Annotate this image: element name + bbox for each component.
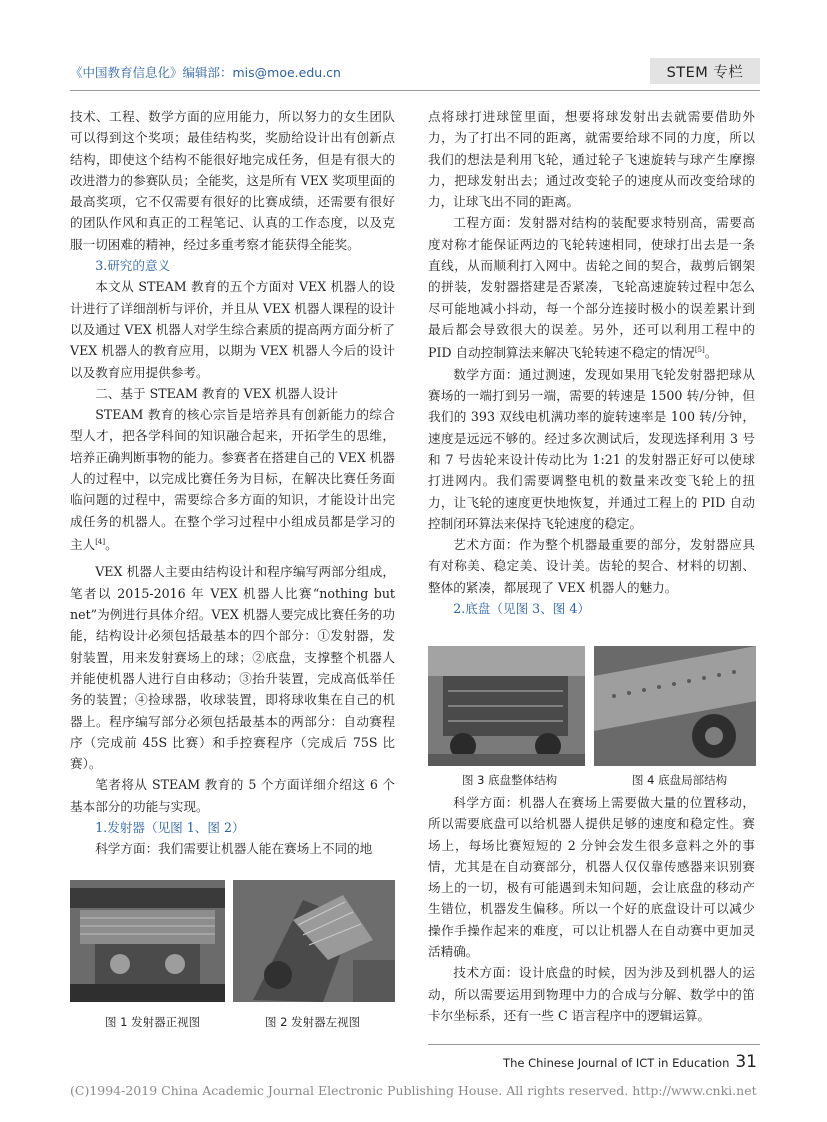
subsection-heading: 3.研究的意义 bbox=[95, 258, 171, 274]
paragraph: 技术、工程、数学方面的应用能力，所以努力的女生团队可以得到这个奖项；最佳结构奖，奖励给设计出有创新点结构，即使这个结构不能很好地完成任务，但是有很大的改进潜力的参赛队员；全能奖，这是所有 VEX 奖项里面的最高奖项，它不仅需要有很好的比赛成绩，还需要有很好的团队作风和真正的工程笔记、认真的工作态度，以及克服一切困难的精神，经过多重考察才能获得全能奖。 bbox=[70, 109, 395, 252]
paragraph: 点将球打进球筐里面，想要将球发射出去就需要借助外力，为了打出不同的距离，就需要给球不同的力度，所以我们的想法是利用飞轮，通过轮子飞速旋转与球产生摩擦力，把球发射出去；通过改变轮子的速度从而改变给球的力，让球飞出不同的距离。 bbox=[428, 109, 755, 210]
subsection-heading: 1.发射器（见图 1、图 2） bbox=[95, 819, 245, 835]
right-column-top bbox=[428, 106, 755, 619]
paragraph: 艺术方面：作为整个机器最重要的部分，发射器应具有对称美、稳定美、设计美。齿轮的契合、材料的切割、整体的紧凑，都展现了 VEX 机器人的魅力。 bbox=[428, 537, 755, 595]
figure-4-image bbox=[594, 646, 756, 766]
footer-rule bbox=[428, 1044, 760, 1045]
journal-title: The Chinese Journal of ICT in Education bbox=[503, 1056, 730, 1070]
figure-1-caption: 图 1 发射器正视图 bbox=[105, 1015, 201, 1029]
paragraph: 技术方面：设计底盘的时候，因为涉及到机器人的运动，所以需要运用到物理中力的合成与分解、数学中的笛卡尔坐标系，还有一些 C 语言程序中的逻辑运算。 bbox=[428, 965, 755, 1023]
paragraph-end: 。 bbox=[105, 537, 118, 553]
citation: [5] bbox=[694, 346, 705, 355]
header-rule bbox=[70, 90, 760, 91]
paragraph-text: 工程方面：发射器对结构的装配要求特别高，需要高度对称才能保证两边的飞轮转速相同，使球打出去是一条直线，从而顺利打入网中。齿轮之间的契合，裁剪后钢架的拼装，发射器搭建是否紧凑，飞轮高速旋转过程中怎么尽可能地减小抖动，每一个部分连接时极小的误差累计到最后都会导致很大的误差。另外，还可以利用工程中的 PID 自动控制算法来解决飞轮转速不稳定的情况 bbox=[428, 215, 755, 361]
paragraph: 科学方面：机器人在赛场上需要做大量的位置移动，所以需要底盘可以给机器人提供足够的速度和稳定性。赛场上，每场比赛短短的 2 分钟会发生很多意料之外的事情，尤其是在自动赛部分，机器人仅仅靠传感器来识别赛场上的一切，极有可能遇到未知问题，会让底盘的移动产生错位，机器发生偏移。所以一个好的底盘设计可以减少操作手操作起来的难度，可以让机器人在自动赛中更加灵活精确。 bbox=[428, 795, 755, 960]
header-column-tag: STEM 专栏 bbox=[650, 58, 760, 84]
paragraph: 笔者将从 STEAM 教育的 5 个方面详细介绍这 6 个基本部分的功能与实现。 bbox=[70, 777, 395, 814]
right-column-bottom bbox=[428, 792, 755, 1026]
figure-3-caption: 图 3 底盘整体结构 bbox=[462, 773, 558, 787]
journal-name bbox=[503, 1052, 757, 1072]
subsection-heading: 2.底盘（见图 3、图 4） bbox=[453, 601, 590, 617]
paragraph: VEX 机器人主要由结构设计和程序编写两部分组成，笔者以 2015-2016 年 VEX 机器人比赛“nothing but net”为例进行具体介绍。VEX 机器人要完成比赛任务的功能，结构设计必须包括最基本的四个部分：①发射器，发射装置，用来发射赛场上的球；②底盘，支撑整个机器人并能使机器人进行自由移动；③抬升装置，完成高低举任务的装置；④捡球器，收球装置，即将球收集在自己的机器上。程序编写部分必须包括最基本的两部分：自动赛程序（完成前 45S 比赛）和手控赛程序（完成后 75S 比赛）。 bbox=[70, 564, 395, 772]
citation: [4] bbox=[95, 537, 106, 546]
left-column bbox=[70, 106, 395, 860]
copyright-footer: (C)1994-2019 China Academic Journal Electronic Publishing House. All rights reserved. http://www.cnki.net bbox=[70, 1083, 757, 1098]
header-journal-email: 《中国教育信息化》编辑部：mis@moe.edu.cn bbox=[70, 65, 341, 80]
paragraph-end: 。 bbox=[704, 345, 718, 361]
paragraph bbox=[70, 404, 395, 555]
paragraph-text: STEAM 教育的核心宗旨是培养具有创新能力的综合型人才，把各学科间的知识融合起来，开拓学生的思维，培养正确判断事物的能力。参赛者在搭建自己的 VEX 机器人的过程中，以完成比赛任务为目标，在解决比赛任务面临问题的过程中，需要综合多方面的知识，才能设计出完成任务的机器人。在整个学习过程中小组成员都是学习的主人 bbox=[70, 407, 395, 553]
section-heading: 二、基于 STEAM 教育的 VEX 机器人设计 bbox=[95, 385, 338, 401]
figure-3-image bbox=[428, 646, 585, 766]
figure-2-image bbox=[233, 880, 395, 1002]
paragraph bbox=[428, 212, 755, 363]
figure-2-caption: 图 2 发射器左视图 bbox=[265, 1015, 361, 1029]
figure-1-image bbox=[70, 880, 225, 1002]
figure-4-caption: 图 4 底盘局部结构 bbox=[632, 773, 728, 787]
paragraph: 本文从 STEAM 教育的五个方面对 VEX 机器人的设计进行了详细剖析与评价，并且从 VEX 机器人课程的设计以及通过 VEX 机器人对学生综合素质的提高两方面分析了 VEX 机器人的教育应用，以期为 VEX 机器人今后的设计以及教育应用提供参考。 bbox=[70, 279, 395, 380]
paragraph: 数学方面：通过测速，发现如果用飞轮发射器把球从赛场的一端打到另一端，需要的转速是 1500 转/分钟，但我们的 393 双线电机满功率的旋转速率是 100 转/分钟，速度是远远不够的。经过多次测试后，发现选择利用 3 号和 7 号齿轮来设计传动比为 1:21 的发射器正好可以使球打进网内。我们需要调整电机的数量来改变飞轮上的扭力，让飞轮的速度更快地恢复，并通过工程上的 PID 自动控制闭环算法来保持飞轮速度的稳定。 bbox=[428, 366, 755, 531]
page-number: 31 bbox=[735, 1052, 757, 1072]
paragraph: 科学方面：我们需要让机器人能在赛场上不同的地 bbox=[95, 841, 373, 857]
